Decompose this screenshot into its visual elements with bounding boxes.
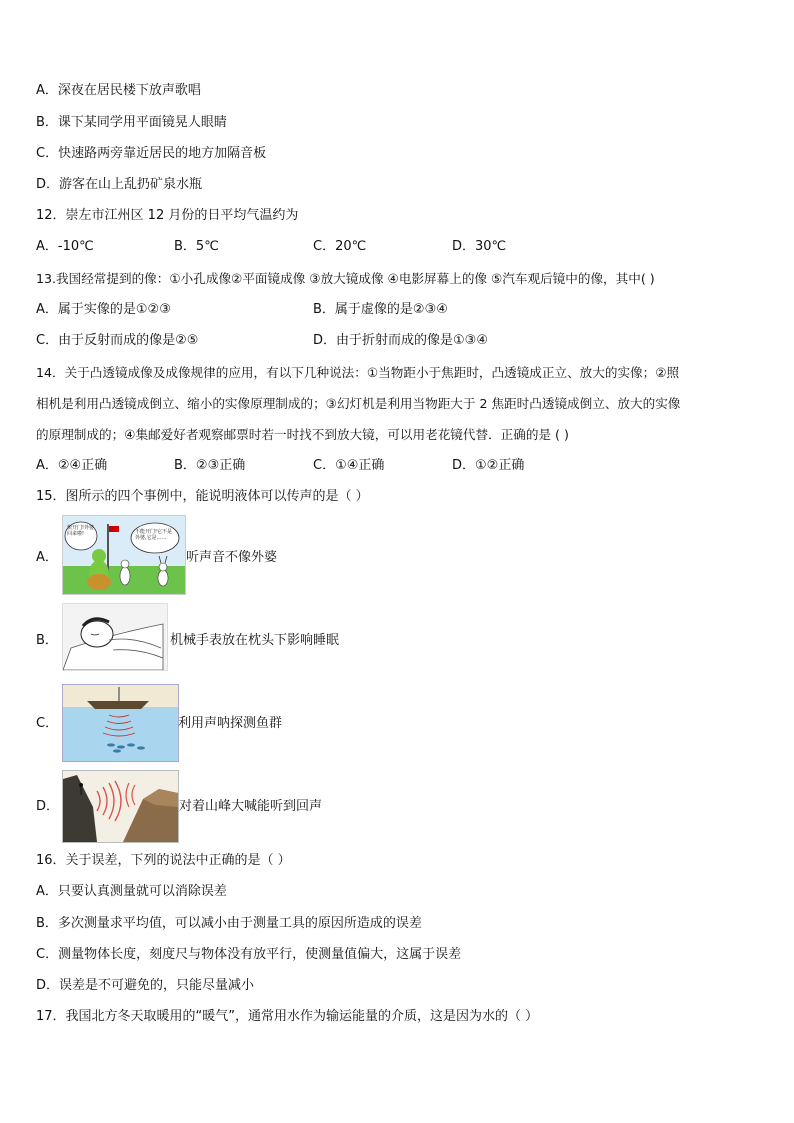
q14-option-c: C．①④正确	[313, 458, 385, 473]
q15-option-b	[36, 603, 436, 683]
q11-option-c: C．快速路两旁靠近居民的地方加隔音板	[36, 146, 267, 161]
q14-option-b: B．②③正确	[174, 458, 246, 473]
q12-option-d: D．30℃	[452, 239, 507, 254]
q12-option-a: A．-10℃	[36, 239, 94, 254]
q14-option-d: D．①②正确	[452, 458, 525, 473]
speech-bubble-left: 快开门!外婆回来啦!	[67, 525, 95, 537]
q15-option-c-letter: C．	[36, 716, 59, 731]
q14-stem-line-1: 14．关于凸透镜成像及成像规律的应用，有以下几种说法：①当物距小于焦距时，凸透镜成正立、放大的实像；②照	[36, 365, 680, 380]
q13-option-c: C．由于反射而成的像是②⑤	[36, 333, 199, 348]
q14-stem-line-2: 相机是利用凸透镜成倒立、缩小的实像原理制成的；③幻灯机是利用当物距大于 2 焦距时凸透镜成倒立、放大的实像	[36, 396, 681, 411]
q13-stem: 13.我国经常提到的像：①小孔成像②平面镜成像 ③放大镜成像 ④电影屏幕上的像 ⑤汽车观后镜中的像，其中( )	[36, 271, 655, 286]
q11-option-b: B．课下某同学用平面镜晃人眼睛	[36, 115, 227, 130]
q15-stem: 15．图所示的四个事例中，能说明液体可以传声的是（ ）	[36, 489, 369, 504]
q15-option-a-letter: A．	[36, 550, 58, 565]
q15-option-b-letter: B．	[36, 633, 58, 648]
q14-option-a: A．②④正确	[36, 458, 108, 473]
q16-option-b: B．多次测量求平均值，可以减小由于测量工具的原因所造成的误差	[36, 916, 422, 931]
q11-option-a: A．深夜在居民楼下放声歌唱	[36, 83, 201, 98]
q15-option-b-caption: 机械手表放在枕头下影响睡眠	[170, 633, 340, 648]
q16-stem: 16．关于误差，下列的说法中正确的是（ ）	[36, 853, 291, 868]
q16-option-c: C．测量物体长度，刻度尺与物体没有放平行，使测量值偏大，这属于误差	[36, 947, 462, 962]
sonar-ship-image	[62, 684, 179, 762]
speech-bubble-right: 不能开门!它不是外婆,它是……	[135, 529, 173, 541]
q15-option-c	[36, 684, 356, 764]
mountain-echo-image	[62, 770, 179, 843]
q17-stem: 17．我国北方冬天取暖用的“暖气”，通常用水作为输运能量的介质，这是因为水的（ ）	[36, 1009, 539, 1024]
q15-option-a-caption: 听声音不像外婆	[186, 550, 278, 565]
sleeping-man-image	[62, 603, 168, 671]
q11-option-d: D．游客在山上乱扔矿泉水瓶	[36, 177, 203, 192]
q14-stem-line-3: 的原理制成的；④集邮爱好者观察邮票时若一时找不到放大镜，可以用老花镜代替．正确的是 ( )	[36, 427, 569, 442]
q13-option-b: B．属于虚像的是②③④	[313, 302, 448, 317]
q15-option-d-caption: 对着山峰大喊能听到回声	[179, 799, 323, 814]
q15-option-a	[36, 515, 356, 595]
q12-stem: 12．崇左市江州区 12 月份的日平均气温约为	[36, 208, 299, 223]
q16-option-a: A．只要认真测量就可以消除误差	[36, 884, 227, 899]
q15-option-d	[36, 770, 376, 850]
q15-option-c-caption: 利用声呐探测鱼群	[178, 716, 283, 731]
q12-option-b: B．5℃	[174, 239, 219, 254]
cartoon-wolf-rabbits-image	[62, 515, 186, 595]
q13-option-a: A．属于实像的是①②③	[36, 302, 171, 317]
q15-option-d-letter: D．	[36, 799, 60, 814]
q12-option-c: C．20℃	[313, 239, 367, 254]
q16-option-d: D．误差是不可避免的，只能尽量减小	[36, 978, 255, 993]
q13-option-d: D．由于折射而成的像是①③④	[313, 333, 488, 348]
